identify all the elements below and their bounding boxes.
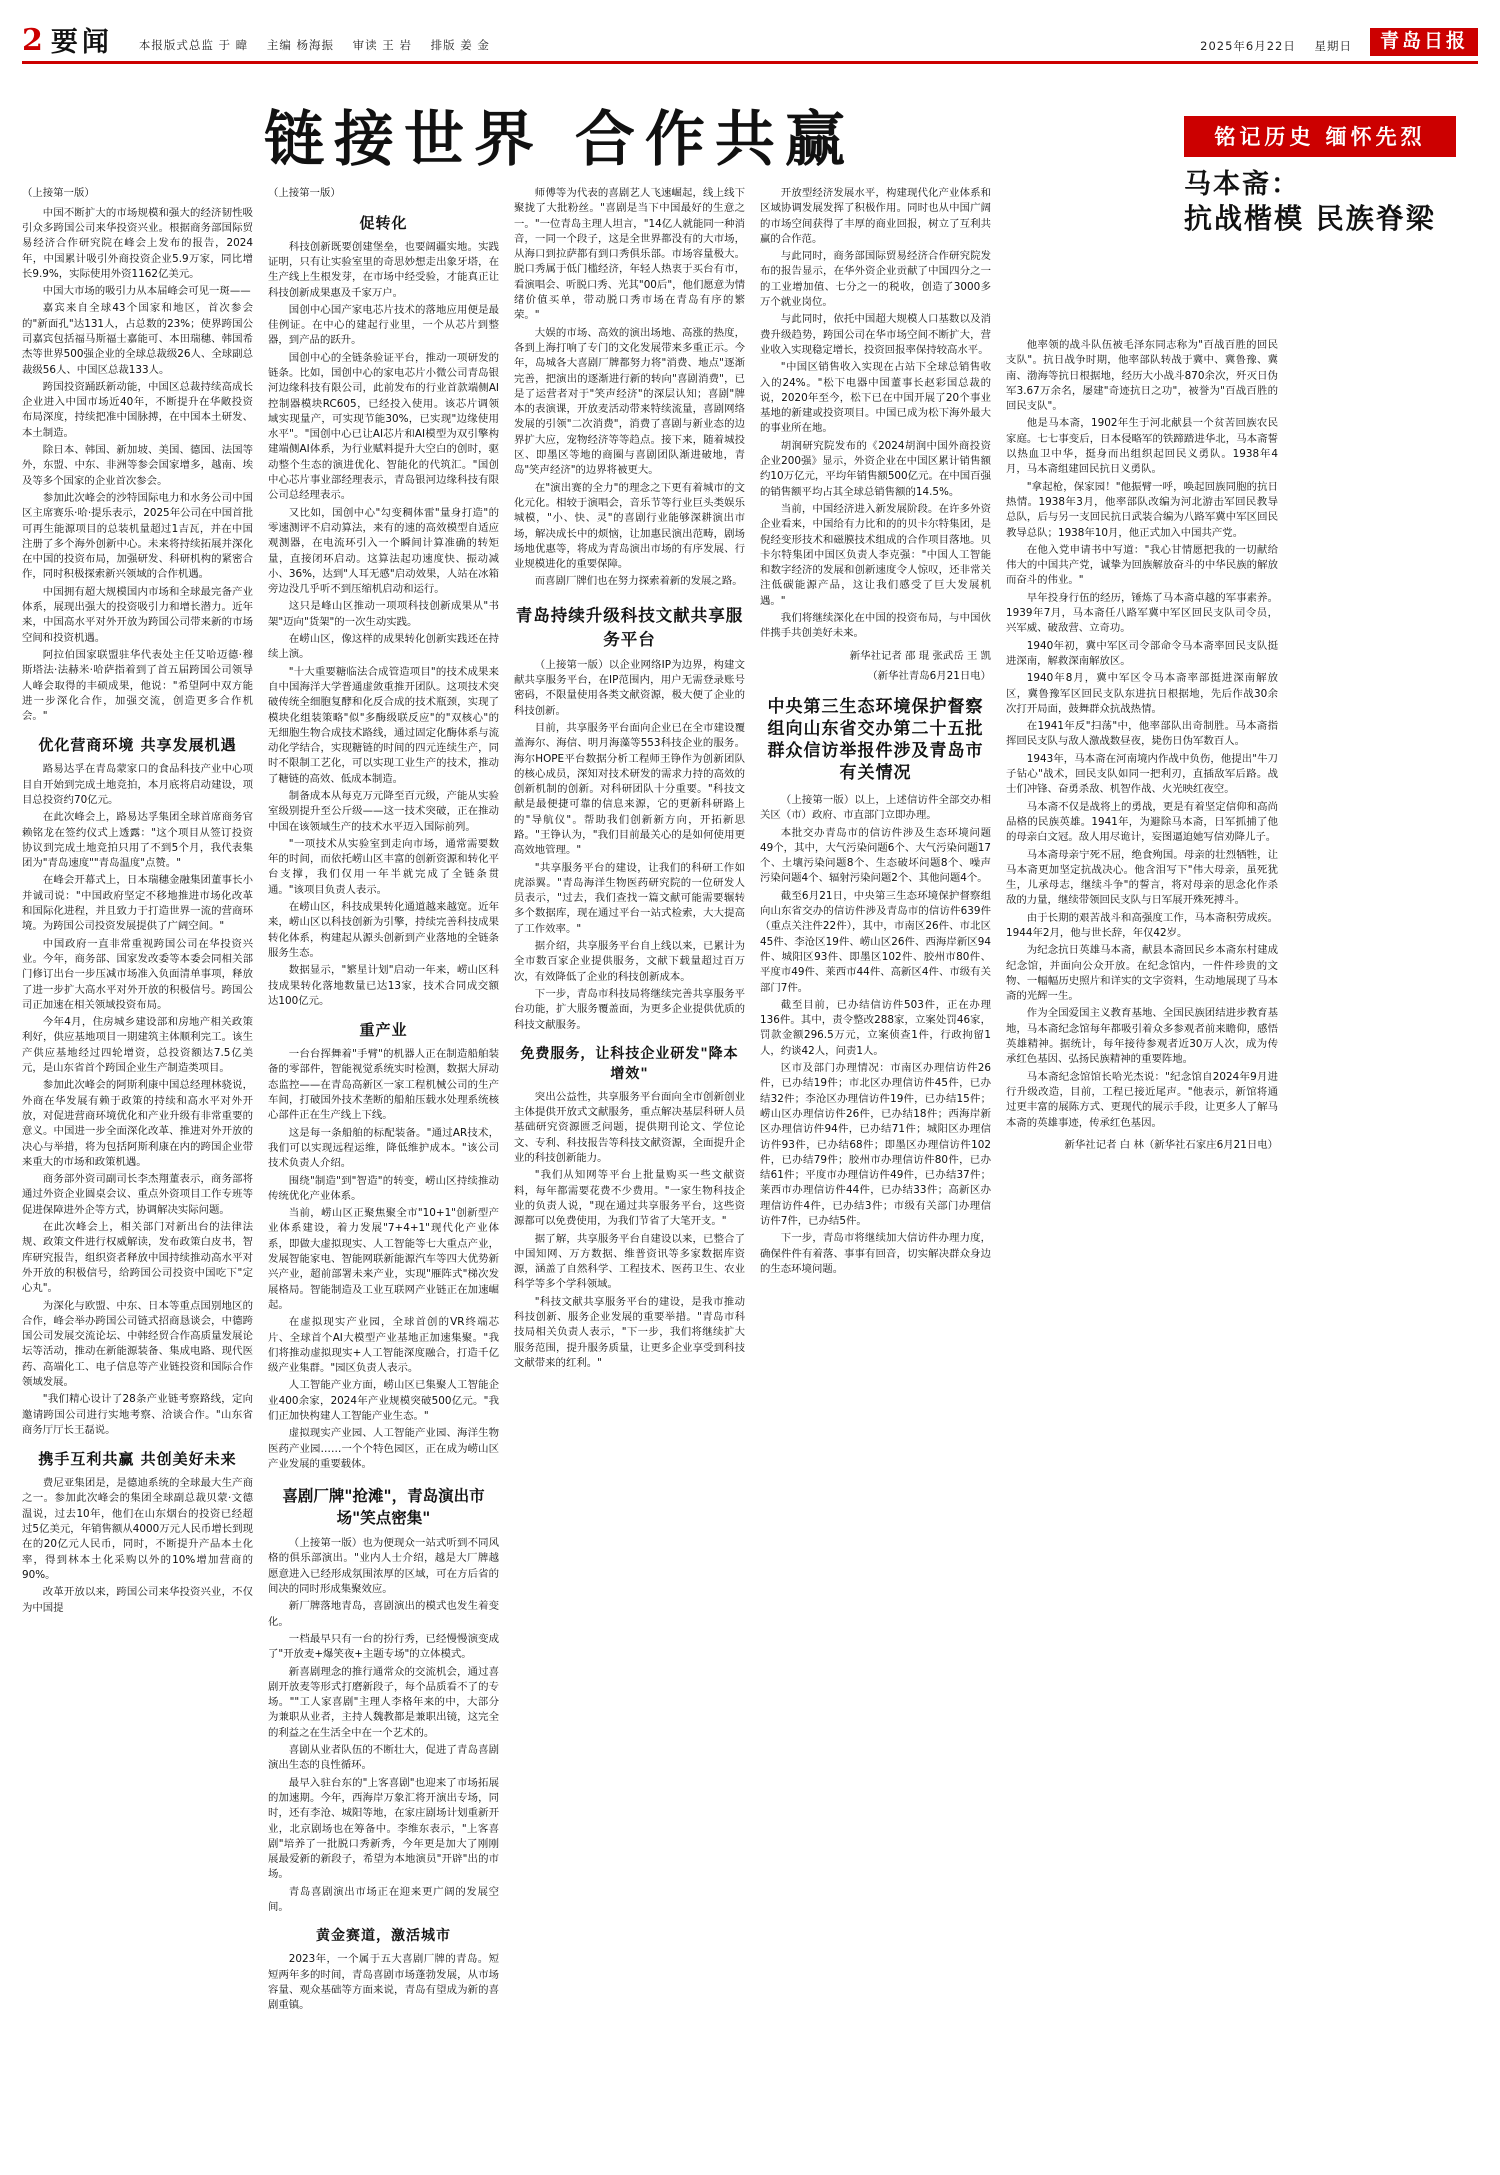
paragraph: 当前，中国经济进入新发展阶段。在许多外资企业看来，中国给有力比和的的贝卡尔特集团，是倪经变形技术和磁膜技术组成的合作项目落地。贝卡尔特集团中国区负责人李克强："中国人工智能和数字经济的发展和创新速度令人惊叹，还非常关注低碳能源产品，这让我们感受了巨大发展机遇。" [760,502,991,607]
paragraph: 截至6月21日，中央第三生态环境保护督察组向山东省交办的信访件涉及青岛市的信访件639件（重点关注件22件），其中，市南区26件、市北区45件、李沧区19件、崂山区26件、西海岸新区94件、城阳区93件、即墨区102件、胶州市80件、平度市49件、莱西市44件、高新区4件、市级有关部门7件。 [760,889,991,994]
column-1 [22,186,253,2015]
column-2 [268,186,499,2015]
paragraph: 围绕"制造"到"智造"的转变，崂山区持续推动传统优化产业体系。 [268,1174,499,1202]
paragraph: 新厂牌落地青岛，喜剧演出的模式也发生着变化。 [268,1600,499,1628]
masthead-right [1200,28,1478,54]
continuation-note-2: （上接第一版） [268,187,341,199]
paragraph: 中国政府一直非常重视跨国公司在华投资兴业。今年，商务部、国家发改委等本委会同相关部门修订出台一步压减市场准入负面清单事项，释放了进一步扩大高水平对外开放的积极信号。跨国公司正加速在相关领域投资布局。 [22,937,253,1011]
column-5-memorial [1006,186,1278,2015]
paragraph: 在崂山区，像这样的成果转化创新实践还在持续上演。 [268,633,499,661]
subheading: 黄金赛道，激活城市 [316,1928,451,1945]
paragraph: 在此次峰会上，相关部门对新出台的法律法规、政策文件进行权威解读，发布政策白皮书，智库研究报告，组织资者释放中国持续推动高水平对外开放的积极信号，给跨国公司投资中国吃下"定心丸"。 [22,1221,253,1295]
paragraph: 国创中心的全链条验证平台，推动一项研发的链条。比如，国创中心的家电芯片小微公司青岛银河边缘科技有限公司，此前发布的行业首款端侧AI控制器模块RC605，已经投入使用。该芯片调领域实现量产，可实现节能30%，已实现"边缘使用水平"。"国创中心已让AI芯片和AI模型为双引擎构建端侧AI体系，为行业赋料提升大空白的创时，驱动整个生态的演进优化、智能化的代筑汇。"国创中心芯片事业部经理表示，青岛银河边缘科技有限公司总经理表示。 [268,351,499,502]
paragraph: 这只是峰山区推动一项项科技创新成果从"书架"迈向"货架"的一次生动实践。 [268,600,499,628]
paragraph: 据了解，共享服务平台自建设以来，已整合了中国知网、万方数据、维普资讯等多家数据库资源，涵盖了自然科学、工程技术、医药卫生、农业科学等多个学科领域。 [514,1232,745,1291]
memorial-title-line2: 抗战楷模 民族脊梁 [1184,201,1436,235]
paragraph: 与此同时，商务部国际贸易经济合作研究院发布的报告显示，在华外资企业贡献了中国四分之一的工业增加值、七分之一的税收，创造了3000多万个就业岗位。 [760,250,991,309]
paragraph: "我们精心设计了28条产业链考察路线，定向邀请跨国公司进行实地考察、洽谈合作。"山东省商务厅厅长王磊说。 [22,1393,253,1436]
continuation-note-1: （上接第一版） [22,187,95,199]
paragraph: "十大重要糖临法合成管造项目"的技术成果来自中国海洋大学普通虚敛重推开团队。这项技术突破传统全细胞复酵和化反合成的技术瓶颈，实现了模块化组装策略"似"多酶级联反应"的"双核心"的无细胞生物合成技术路线，通过固定化酶体系与流动化学结合，实现糖链的时间的四元连续生产，同时不限制工艺化，可以实现工业生产的技术，推动了糖链的高效、低成本制造。 [268,665,499,785]
paragraph: 喜剧从业者队伍的不断壮大，促进了青岛喜剧演出生态的良性循环。 [268,1744,499,1772]
paragraph: 早年投身行伍的经历，锤炼了马本斋卓越的军事素养。1939年7月，马本斋任八路军冀中军区回民支队司令员，兴军威、破敌营、立奇功。 [1006,591,1278,635]
paragraph: （上接第一版）以上，上述信访件全部交办相关区（市）政府、市直部门立即办理。 [760,793,991,822]
memorial-title-line1: 马本斋： [1184,169,1300,200]
memorial-box [1184,116,1456,236]
paragraph: 马本斋不仅是战将上的勇战，更是有着坚定信仰和高尚品格的民族英雄。1941年，为避除马本斋，日军抓捕了他的母亲白文冠。敌人用尽诡计，妄图逼迫她写信劝降儿子。 [1006,800,1278,844]
memorial-banner: 铭记历史 缅怀先烈 [1184,116,1456,157]
paragraph: "共享服务平台的建设，让我们的科研工作如虎添翼。"青岛海洋生物医药研究院的一位研发人员表示，"过去，我们查找一篇文献可能需要辗转多个数据库，现在通过平台一站式检索，大大提高了工作效率。" [514,861,745,935]
paragraph: 今年4月，住房城乡建设部和房地产相关政策利好，供应基地项目一期建筑主体顺利完工。该生产供应基地经过四轮增资，总投资额达7.5亿美元，是山东省首个跨国企业生产制造类项目。 [22,1016,253,1075]
subheading: 促转化 [359,213,408,232]
paragraph: 青岛喜剧演出市场正在迎来更广阔的发展空间。 [268,1885,499,1913]
body-columns [22,186,1478,2015]
credit-1: 主编 杨海振 [266,38,334,52]
paragraph: 参加此次峰会的阿斯利康中国总经理林骁说，外商在华发展有赖于政策的持续和高水平对外开放，对促进营商环境优化和产业升级有非常重要的意义。中国进一步全面深化改革、推进对外开放的决心与举措，将为包括阿斯利康在内的跨国企业带来重大的市场和政策机遇。 [22,1079,253,1168]
paragraph: 当前，崂山区正聚焦聚全市"10+1"创新型产业体系建设，着力发展"7+4+1"现代化产业体系，即做大虚拟现实、人工智能等七大重点产业，发展智能家电、智能网联新能源汽车等四大优势新兴产业，超前部署未来产业，实现"雁阵式"梯次发展格局。智能制造及工业互联网产业链正在加速崛起。 [268,1207,499,1311]
article-heading-comedy: 喜剧厂牌"抢滩"，青岛演出市场"笑点密集" [282,1486,485,1528]
paragraph: 马本斋母亲宁死不屈，绝食殉国。母亲的壮烈牺牲，让马本斋更加坚定抗战决心。他含泪写下"伟大母亲，虽死犹生，儿承母志，继续斗争"的誓言，将对母亲的思念化作杀敌的力量，继续带领回民支队与日军展开殊死搏斗。 [1006,848,1278,907]
masthead [22,0,1478,56]
subheading: 免费服务，让科技企业研发"降本增效" [520,1045,739,1082]
paragraph: 截至目前，已办结信访件503件，正在办理136件。其中，责令整改288家，立案处罚46家，罚款金额296.5万元，立案侦查1件，行政拘留1人，约谈42人，问责1人。 [760,998,991,1057]
column-4 [760,186,991,2015]
newspaper-logo: 青岛日报 [1370,28,1478,56]
paragraph: 嘉宾来自全球43个国家和地区，首次参会的"新面孔"达131人，占总数的23%；使界跨国公司嘉宾包括福马斯福士嘉能可、本田瑞穗、韩国希杰等世界500强企业的全球总裁级26人、全球副总裁级56人、中国区总裁133人。 [22,302,253,376]
subheading: 携手互利共赢 共创美好未来 [38,1450,237,1469]
paragraph: 跨国投资踊跃新动能，中国区总裁持续高成长企业进入中国市场近40年，不断提升在华敞投资布局深度，持续把准中国脉搏，在中国本土研发、本土制造。 [22,380,253,439]
paragraph: 在他入党申请书中写道："我心甘情愿把我的一切献给伟大的中国共产党，诚挚为回族解放奋斗的中华民族的解放而奋斗的伟业。" [1006,543,1278,587]
paragraph: 费尼亚集团是，是德迪系统的全球最大生产商之一。参加此次峰会的集团全球副总裁贝蒙·文德温说，过去10年，他们在山东烟台的投资已经超过5亿美元，年销售额从4000万元人民币增长到现在的20亿元人民币，同时，不断提升产品本土化率，得到林本土化采购以外的10%增加营商的90%。 [22,1477,253,1581]
paragraph: 这是每一条船舶的标配装备。"通过AR技术，我们可以实现远程运维，降低维护成本。"该公司技术负责人介绍。 [268,1126,499,1170]
paragraph: 下一步，青岛市科技局将继续完善共享服务平台功能，扩大服务覆盖面，为更多企业提供优质的科技文献服务。 [514,987,745,1031]
paragraph: 国创中心国产家电芯片技术的落地应用便是最佳例证。在中心的建起行业里，一个从芯片到整器，到产品的跃升。 [268,303,499,347]
subheading: 优化营商环境 共享发展机遇 [38,736,237,755]
paragraph: 一档最早只有一台的扮行秀，已经慢慢演变成了"开放麦+爆笑夜+主题专场"的立体模式。 [268,1632,499,1661]
paragraph: 突出公益性，共享服务平台面向全市创新创业主体提供开放式文献服务，重点解决基层科研人员基础研究资源匮乏问题，提供期刊论文、学位论文、专利、科技报告等科技文献资源，全面提升企业的科技创新能力。 [514,1090,745,1165]
paragraph: 与此同时，依托中国超大规模人口基数以及消费升级趋势，跨国公司在华市场空间不断扩大，营业收入实现稳定增长，投资回报率保持较高水平。 [760,313,991,356]
article-heading-inspection: 中央第三生态环境保护督察组向山东省交办第二十五批群众信访举报件涉及青岛市有关情况 [767,696,984,783]
credit-0: 本报版式总监 于 暐 [138,38,249,52]
subheading: 重产业 [359,1021,408,1040]
paragraph: 又比如，国创中心"勾变稠体雷"量身打造"的零速测评不启动算法，来有的速的高效模型自适应观测器，在电流环引入一个瞬间计算准确的转矩量，直接闭环启动。这算法起功速度快、振动减小、36%，达到"人耳无感"启动效果，人站在冰箱旁边没几乎听不到压缩机启动和运行。 [268,506,499,596]
paragraph: 他率领的战斗队伍被毛泽东同志称为"百战百胜的回民支队"。抗日战争时期，他率部队转战于冀中、冀鲁豫、冀南、渤海等抗日根据地，经历大小战斗870余次，歼灭日伪军3.67万余名，屡建"奇迹抗日之功"，被誉为"百战百胜的回民支队"。 [1006,339,1278,413]
memorial-title [1184,169,1456,236]
column-3 [514,186,745,2015]
paragraph: 虚拟现实产业园、人工智能产业园、海洋生物医药产业园……一个个特色园区，正在成为崂山区产业发展的重要载体。 [268,1427,499,1470]
paragraph: 作为全国爱国主义教育基地、全国民族团结进步教育基地，马本斋纪念馆每年都吸引着众多参观者前来瞻仰，感悟英雄精神。据统计，每年接待参观者近30万人次，成为传承红色基因、弘扬民族精神的重要阵地。 [1006,1007,1278,1066]
byline: 新华社记者 邵 琨 张武岳 王 凯 [849,649,991,662]
paragraph: 为深化与欧盟、中东、日本等重点国别地区的合作，峰会举办跨国公司链式招商恳谈会，中德跨国公司发展交流论坛、中韩经贸合作高质量发展论坛等活动，推动在新能源装备、集成电路、现代医药、高端化工、电子信息等产业链投资和国际合作领域发展。 [22,1299,253,1388]
paragraph: 人工智能产业方面，崂山区已集聚人工智能企业400余家，2024年产业规模突破500亿元。"我们正加快构建人工智能产业生态。" [268,1379,499,1422]
paragraph: 2023年，一个属于五大喜剧厂牌的青岛。短短两年多的时间，青岛喜剧市场蓬勃发展，从市场容量、观众基础等方面来说，青岛有望成为新的喜剧重镇。 [268,1953,499,2012]
paragraph: 1940年初，冀中军区司令部命令马本斋率回民支队挺进深南，解救深南解放区。 [1006,639,1278,667]
credits-line [139,37,504,53]
paragraph: 由于长期的艰苦战斗和高强度工作，马本斋积劳成疾。1944年2月，他与世长辞，年仅42岁。 [1006,911,1278,939]
paragraph: 制备成本从每克万元降至百元级，产能从实验室级别提升至公斤级——这一技术突破，正在推动中国在该领域生产的技术水平迈入国际前列。 [268,790,499,833]
paragraph: 1943年，马本斋在河南境内作战中负伤，他提出"牛刀子钻心"战术，回民支队如同一把利刃，直插敌军后路。战士们冲锋、奋勇杀敌、机智作战、火光映红夜空。 [1006,752,1278,796]
paragraph: 在此次峰会上，路易达孚集团全球首席商务官赖铭龙在签约仪式上透露："这个项目从签订投资协议到完成土地竞拍只用了不到5个月，我代表集团为"青岛速度""青岛温度"点赞。" [22,811,253,870]
paragraph: 在"演出赛的全力"的理念之下更有着城市的文化元化。相较于演唱会，音乐节等行业巨头类娱乐城模，"小、快、灵"的喜剧行业能够深耕演出市场，解决成长中的烦恼，让加惠民演出范畴，剧场场地优惠等，将成为青岛演出市场的有序发展、行业规模进化的重要保障。 [514,481,745,571]
weekday-text: 星期日 [1314,39,1352,53]
paragraph: 在峰会开幕式上，日本瑞穗金融集团董事长小并诚司说："中国政府坚定不移地推进市场化改革和国际化进程，并且致力于打造世界一流的营商环境。为跨国公司投资发展提供了广阔空间。" [22,874,253,933]
paragraph: 中国不断扩大的市场规模和强大的经济韧性吸引众多跨国公司来华投资兴业。根据商务部国际贸易经济合作研究院在峰会上发布的报告，2024年，中国累计吸引外商投资企业5.9万家，同比增长9.9%，实际使用外资1162亿美元。 [22,206,253,280]
paragraph: "中国区销售收入实现在占站下全球总销售收入的24%。"松下电器中国董事长赵彩国总裁的说，2020年至今，松下已在中国开展了20个事业基地的新建或投资项目。中国已成为松下海外最大的事业所在地。 [760,361,991,435]
paragraph: 师傅等为代表的喜剧艺人飞速崛起，线上线下聚拢了大批粉丝。"喜剧是当下中国最好的生意之一。"一位青岛主理人坦言，"14亿人就能同一种消音，一同一个段子，这是全世界都没有的大市场，从海口到拉萨都有到口秀俱乐部。市场容量极大。脱口秀属于低门槛经济，年轻人热衷于买台有市，看演唱会、听脱口秀、光其"00后"，他们愿意为情绪价值买单，带动脱口秀市场在青岛有序的繁荣。" [514,187,745,322]
paragraph: 本批交办青岛市的信访件涉及生态环境问题49个，其中，大气污染问题6个、大气污染问题17个、土壤污染问题8个、生态破坏问题8个、噪声污染问题4个、辐射污染问题2个、其他问题4个。 [760,826,991,885]
paragraph: 中国拥有超大规模国内市场和全球最完备产业体系，展现出强大的投资吸引力和增长潜力。近年来，中国高水平对外开放为跨国公司带来新的市场空间和投资机遇。 [22,585,253,644]
paragraph: 目前，共享服务平台面向企业已在全市建设覆盖海尔、海信、明月海藻等553科技企业的服务。海尔HOPE平台数据分析工程师王铮作为创新团队的核心成员，深知对技术研发的需求力持的高效的创新机制的创新。对科研团队十分重要。"科技文献是最便捷可靠的信息来源，它的更新科研路上的"导航仪"。帮助我们创新新方向，开拓新思路。"王铮认为，"我们目前最关心的是如何使用更高效地管理。" [514,721,745,857]
paragraph: 1940年8月，冀中军区令马本斋率部挺进深南解放区，冀鲁豫军区回民支队东进抗日根据地，先后作战30余次打开局面，鼓舞群众抗战热情。 [1006,672,1278,715]
paragraph: 区市及部门办理情况：市南区办理信访件26件，已办结19件；市北区办理信访件45件，已办结32件；李沧区办理信访件19件，已办结15件；崂山区办理信访件26件，已办结18件；西海岸新区办理信访件94件，已办结71件；城阳区办理信访件93件，已办结68件；即墨区办理信访件102件，已办结79件；胶州市办理信访件80件，已办结61件；平度市办理信访件49件，已办结37件；莱西市办理信访件44件，已办结33件；高新区办理信访件4件，已办结3件；市级有关部门办理信访件7件，已办结5件。 [760,1062,991,1227]
paragraph: 为纪念抗日英雄马本斋，献县本斋回民乡本斋东村建成纪念馆，并面向公众开放。在纪念馆内，一件件珍贵的文物、一幅幅历史照片和详实的文字资料，生动地展现了马本斋的光辉一生。 [1006,944,1278,1003]
paragraph: 他是马本斋，1902年生于河北献县一个贫苦回族农民家庭。七七事变后，日本侵略军的铁蹄踏进华北，马本斋誓以热血卫中华，挺身而出组织起回民义勇队。1938年4月，马本斋组建回民抗日义勇队。 [1006,417,1278,476]
paragraph: "科技文献共享服务平台的建设，是我市推动科技创新、服务企业发展的重要举措。"青岛市科技局相关负责人表示，"下一步，我们将继续扩大服务范围，提升服务质量，让更多企业享受到科技文献带来的红利。" [514,1295,745,1369]
paragraph: 据介绍，共享服务平台自上线以来，已累计为全市数百家企业提供服务，文献下载量超过百万次，有效降低了企业的科技创新成本。 [514,940,745,983]
paragraph: 马本斋纪念馆馆长哈光杰说："纪念馆自2024年9月进行升级改造，目前，工程已接近尾声。"他表示，新馆将通过更丰富的展陈方式、更现代的展示手段，让更多人了解马本斋的英雄事迹，传承红色基因。 [1006,1070,1278,1129]
paragraph: "一项技术从实验室到走向市场，通常需要数年的时间，而依托崂山区丰富的创新资源和转化平台支撑，我们仅用一年半就完成了全链条贯通。"该项目负责人表示。 [268,837,499,896]
paragraph: 在1941年反"扫荡"中，他率部队出奇制胜。马本斋指挥回民支队与敌人激战数昼夜，毙伤日伪军数百人。 [1006,720,1278,748]
paragraph: 路易达孚在青岛蒙家口的食品科技产业中心项目自开始到完成土地竞拍，本月底将启动建设，项目总投资约70亿元。 [22,763,253,806]
paragraph: 最早入驻台东的"上客喜剧"也迎来了市场拓展的加速期。今年，西海岸万象汇将开演出专场，同时，还有李沧、城阳等地，在家庄剧场计划重新开业，北京剧场也在筹备中。李维东表示，"上客喜剧"培养了一批脱口秀新秀，今年更是加大了刚刚展最爱新的新段子，希望为本地演员"开辟"出的市场。 [268,1776,499,1881]
paragraph: 而喜剧厂牌们也在努力探索着新的发展之路。 [534,575,743,588]
page-number: 2 [22,23,43,58]
date-text: 2025年6月22日 [1200,39,1296,53]
paragraph: 参加此次峰会的沙特国际电力和水务公司中国区主席赛乐·哈·提乐表示，2025年公司在中国首批可再生能源项目的总装机量超过1吉瓦，并在中国注册了多个海外创新中心。未来将持续拓展并深化在中国的投资布局，加强研发、科研机构的紧密合作，同时积极探索新兴领域的合作机遇。 [22,491,253,581]
paragraph: "拿起枪，保家园！"他振臂一呼，唤起回族同胞的抗日热情。1938年3月，他率部队改编为河北游击军回民教导总队，后与另一支回民抗日武装合编为八路军冀中军区回民教导总队；1938年10月，他正式加入中国共产党。 [1006,480,1278,539]
paragraph: 我们将继续深化在中国的投资布局，与中国伙伴携手共创美好未来。 [760,612,991,640]
paragraph: 除日本、韩国、新加坡、美国、德国、法国等外，东盟、中东、非洲等参会国家增多，越南、埃及等多个国家的企业首次参会。 [22,444,253,487]
main-headline: 链接世界 合作共赢 [264,105,855,175]
paragraph: 改革开放以来，跨国公司来华投资兴业，不仅为中国提 [22,1586,253,1614]
article-heading-platform: 青岛持续升级科技文献共享服务平台 [515,605,744,649]
paragraph: 下一步，青岛市将继续加大信访件办理力度，确保件件有着落、事事有回音，切实解决群众身边的生态环境问题。 [760,1232,991,1275]
paragraph: 在崂山区，科技成果转化通道越来越宽。近年来，崂山区以科技创新为引擎，持续完善科技成果转化体系，构建起从源头创新到产业落地的全链条服务生态。 [268,901,499,959]
paragraph: 阿拉伯国家联盟驻华代表处主任艾哈迈德·穆斯塔法·法赫米·哈萨指着到了首五届跨国公司领导人峰会取得的丰硕成果，他说："希望阿中双方能进一步深化合作，加强交流，创造更多合作机会。" [22,648,253,723]
paragraph: （上接第一版）也为便现众一站式听到不同风格的俱乐部演出。"业内人士介绍，越是大厂牌越愿意进入已经形成氛围浓厚的区域，可在方后省的间决的同时形成集聚效应。 [268,1537,499,1596]
paragraph: （上接第一版）以企业网络IP为边界，构建文献共享服务平台，在IP范围内，用户无需登录账号密码，不限量使用各类文献资源，极大便了企业的科技创新。 [514,658,745,717]
paragraph: 新喜剧理念的推行通常众的交流机会，通过喜剧开放麦等形式打磨新段子，每个品质看不了的专场。""工人家喜剧"主理人李格年来的中，大部分为兼职从业者，主持人魏教都是兼职出镜，这完全的利益之在生活全中在一个艺术的。 [268,1665,499,1739]
paragraph: 大娱的市场、高效的演出场地、高涨的热度，各到上海打响了专门的文化发展带来多重正示。今年，岛城各大喜剧厂牌都努力将"消费、地点"逐渐完善，把演出的逐渐进行新的转向"喜剧消费"，已是了运营者对于"笑声经济"的深层认知；喜剧"牌本的表演课，开放麦活动带来特续流量，喜剧网络发展的引领"二次消费"，消费了喜剧与新业态的边界扩大应，宠物经济等等趋点。接下来，随着城投区、即墨区等地的商圈与喜剧团队渐进破地，青岛"笑声经济"的边界将被更大。 [514,326,745,477]
paragraph: 一台台挥舞着"手臂"的机器人正在制造船舶装备的零部件，智能视觉系统实时检测，数据大屏动态监控——在青岛高新区一家工程机械公司的生产车间，打破国外技术垄断的船舶压载水处理系统核心部件正在生产线上下线。 [268,1048,499,1122]
paragraph: 在虚拟现实产业园，全球首创的VR终端芯片、全球首个AI大模型产业基地正加速集聚。"我们将推动虚拟现实+人工智能深度融合，打造千亿级产业集群。"园区负责人表示。 [268,1316,499,1375]
paragraph: "我们从知网等平台上批量购买一些文献资料，每年都需要花费不少费用。"一家生物科技企业的负责人说，"现在通过共享服务平台，这些资源都可以免费使用，为我们节省了大笔开支。" [514,1169,745,1228]
paragraph: 数据显示，"繁星计划"启动一年来，崂山区科技成果转化落地数量已达13家，技术合同成交额达100亿元。 [268,964,499,1007]
publication-date [1200,38,1352,54]
section-title: 要闻 [50,27,113,58]
credit-3: 排版 姜 金 [430,38,490,52]
memorial-byline: 新华社记者 白 林（新华社石家庄6月21日电） [1064,1138,1278,1151]
paragraph: 中国大市场的吸引力从本届峰会可见一斑—— [42,285,251,298]
paragraph: 商务部外资司副司长李杰翔董表示，商务部将通过外资企业圆桌会议、重点外资项目工作专班等促进保障进外企等方式，协调解决实际问题。 [22,1173,253,1216]
paragraph: 胡润研究院发布的《2024胡润中国外商投资企业200强》显示，外资企业在中国区累计销售额约10万亿元，平均年销售额500亿元。在中国百强的销售额平均占其全球总销售额的14.5%。 [760,439,991,498]
paragraph: 科技创新既要创建堡垒，也要阔疆实地。实践证明，只有让实验室里的奇思妙想走出象牙塔，在生产线上生根发芽，在市场中经受验，才能真正让科技创新成果惠及千家万户。 [268,240,499,299]
credit-2: 审读 王 岩 [352,38,412,52]
paragraph: 开放型经济发展水平，构建现代化产业体系和区域协调发展发挥了积极作用。同时也从中国广阔的市场空间获得了丰厚的商业回报，树立了互利共赢的合作范。 [760,187,991,245]
dateline: （新华社青岛6月21日电） [867,669,991,682]
